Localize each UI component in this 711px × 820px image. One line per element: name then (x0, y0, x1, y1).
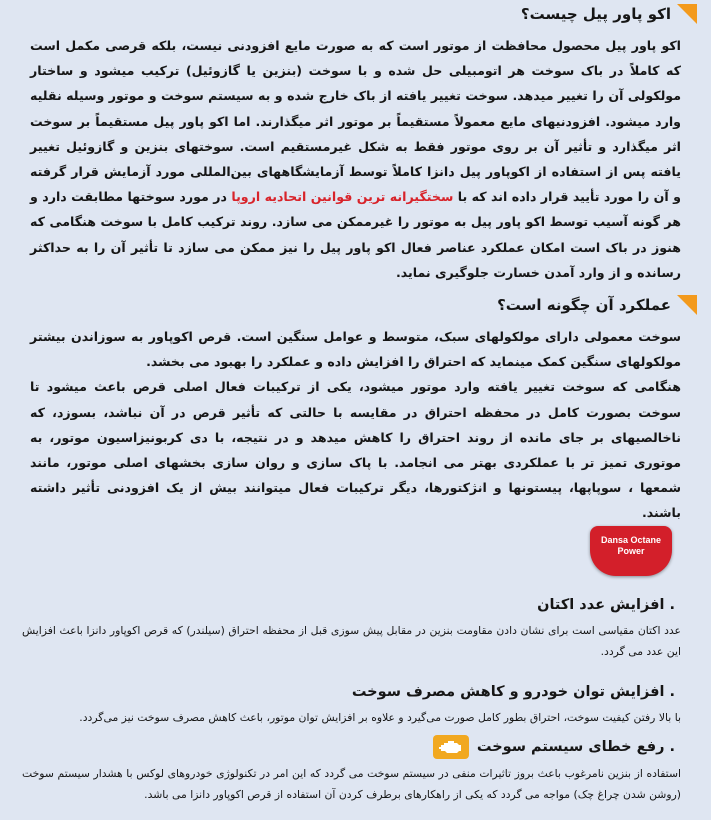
section-1-paragraph (30, 33, 681, 285)
check-engine-icon (433, 735, 469, 759)
feature-1-title: . افزایش عدد اکتان (537, 597, 675, 613)
logo-line-1: Dansa Octane (600, 535, 662, 545)
eu-regulation-highlight: سختگیرانه ترین قوانین اتحادیه اروپا (231, 189, 454, 205)
section-2-header (497, 295, 697, 315)
section-1-text-b: در مورد سوختها مطابقت دارد و هر گونه آسیب توسط اکو پاور پیل به موتور را غیرممکن می سازد. روند ترکیب کامل با سوخت هنگامی که هنوز در باک است امکان عملکرد عناصر فعال اکو پاور پیل را نیز ممکن می سازد تا تأثیر آن را به حداکثر رسانده و از وارد آمدن خسارت جلوگیری نماید. (30, 189, 681, 280)
feature-2-title: . افزایش توان خودرو و کاهش مصرف سوخت (351, 684, 675, 700)
section-2-title: عملکرد آن چگونه است؟ (497, 296, 671, 314)
feature-3-title: . رفع خطای سیستم سوخت (476, 739, 675, 755)
feature-3-body: استفاده از بنزین نامرغوب باعث بروز تاثیرات منفی در سیستم سوخت می گردد که این امر در تکنولوژی خودروهای لوکس با هشدار سیستم سوخت (روشن شدن چراغ چک) مواجه می گردد که یکی از راهکارهای برطرف کردن آن استفاده از قرص اکوپاور دانزا می باشد. (22, 767, 681, 801)
orange-flag-icon (677, 295, 697, 315)
feature-2-body: با بالا رفتن کیفیت سوخت، احتراق بطور کامل صورت می‌گیرد و علاوه بر افزایش توان موتور، باعث کاهش مصرف سوخت نیز می‌گردد. (79, 711, 681, 724)
section-2-paragraph (30, 324, 681, 526)
logo-line-2: Power (617, 546, 645, 556)
dansa-octane-power-logo (590, 526, 672, 576)
orange-flag-icon (677, 4, 697, 24)
section-1-text-a: اکو پاور پیل محصول محافظت از موتور است که به صورت مایع افزودنی نیست، بلکه قرصی مکمل است که کاملاً در باک سوخت هر اتومبیلی حل شده و با سوخت (بنزین یا گازوئیل) ترکیب میشود و ساختار مولکولی آن را تغییر میدهد. سوخت تغییر یافته از باک خارج شده و به سیستم سوخت و موتور وسیله نقلیه وارد میشود. افزودنیهای مایع معمولاً مستقیماً بر موتور اثر میگذارند. اما اکو پاور پیل مستقیماً بر سوخت اثر میگذارد و تأثیر آن بر روی موتور فقط به شکل غیرمستقیم است. سوختهای بنزین و گازوئیل تغییر یافته پس از استفاده از اکوپاور پیل دانزا کاملاً توسط آزمایشگاههای بین‌المللی مورد آزمایش قرار گرفته و آن را مورد تأیید قرار داده اند که با (30, 38, 681, 205)
section-1-title: اکو پاور پیل چیست؟ (520, 5, 671, 23)
section-2-paragraph-2: هنگامی که سوخت تغییر یافته وارد موتور میشود، یکی از ترکیبات فعال اصلی قرص باعث میشود تا سوخت بصورت کامل در محفظه احتراق در مقایسه با حالتی که تأثیر قرص در آن نباشد، بسوزد، که ناخالصیهای بر جای مانده از روند احتراق را کاهش میدهد و در نتیجه، با دی کربونیزاسیون موتور، به موتوری تمیز تر با عملکردی بهتر می انجامد. با پاک سازی و روان سازی بخشهای اصلی موتور، مانند شمعها ، سوپاپها، پیستونها و انژکتورها، دیگر ترکیبات فعال میتوانند بیش از یک افزودنی تأثیر داشته باشند. (30, 379, 681, 521)
engine-glyph (438, 739, 464, 755)
section-1-header (521, 4, 697, 24)
feature-1-body: عدد اکتان مقیاسی است برای نشان دادن مقاومت بنزین در مقابل پیش سوزی قبل از محفظه احتراق (سیلندر) که قرص اکوپاور دانزا باعث افزایش این عدد می گردد. (22, 624, 681, 658)
feature-3-header (433, 735, 675, 759)
section-2-paragraph-1: سوخت معمولی دارای مولکولهای سبک، متوسط و عوامل سنگین است. قرص اکوپاور به سوزاندن بیشتر مولکولهای سنگین کمک مینماید که احتراق را افزایش داده و عملکرد را بهبود می بخشد. (30, 329, 681, 370)
